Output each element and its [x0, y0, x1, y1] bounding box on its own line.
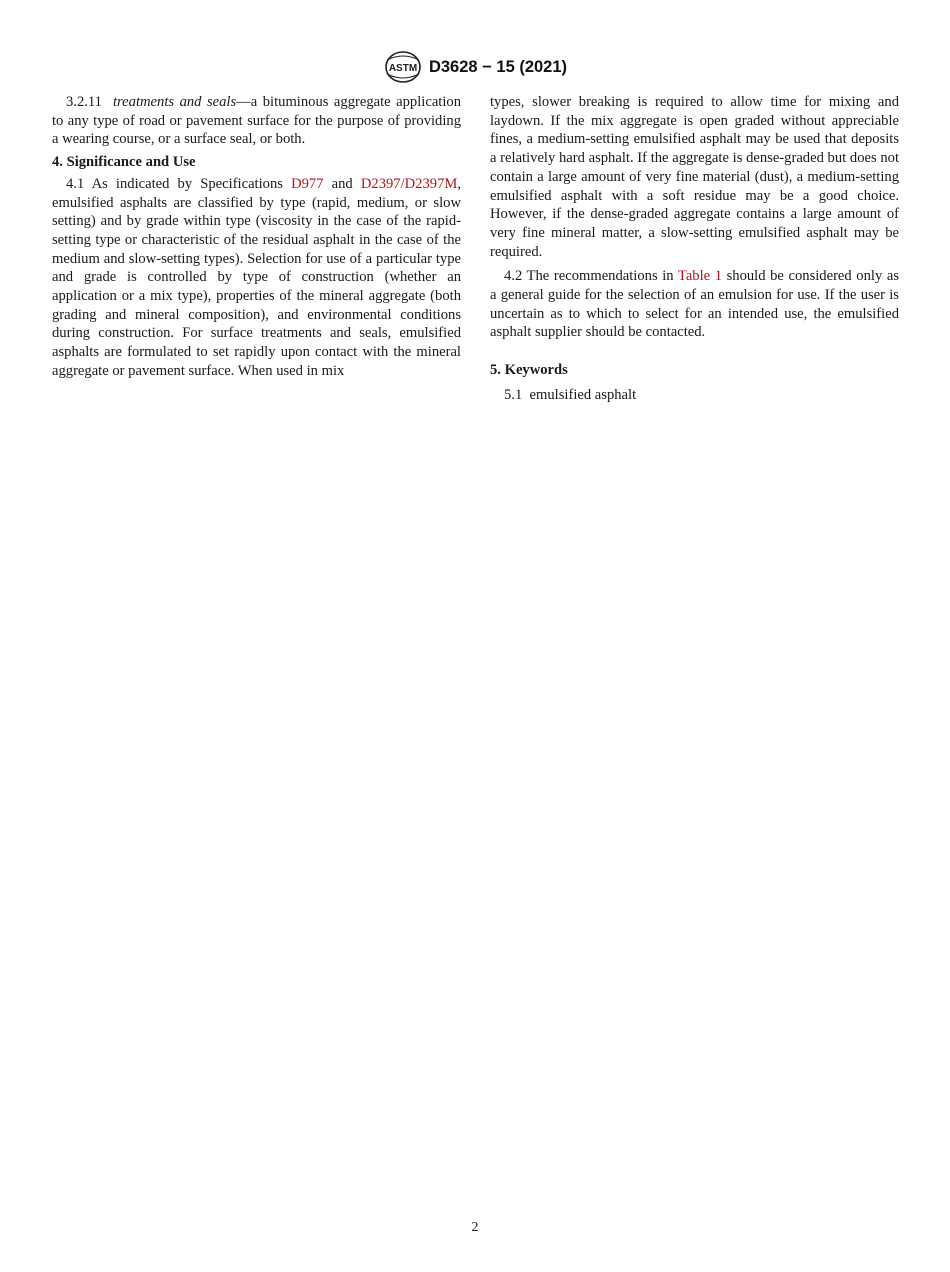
clause-number: 4.2 [504, 268, 523, 285]
section-4-heading: 4. Significance and Use [52, 154, 196, 171]
paragraph-text: , emulsified asphalts are classified by type (rapid, medium, or slow setting) and by grade within type (viscosity in the case of the rapid-setting type or characteristic of the residual asphalt in the case of the medium and slow-setting types). Selection for use of a particular type and grade is controlled by type of construction (whether an application or a mix type), properties of the mineral aggregate (both grading and mineral composition), and environmental conditions during construction. For surface treatments and seals, emulsified asphalts are formulated to set rapidly upon contact with the mineral aggregate or pavement surface. When used in mix [52, 175, 462, 379]
paragraph-text: emulsified asphalt [529, 386, 637, 403]
paragraph-4-1-continued: types, slower breaking is required to allow time for mixing and laydown. If the mix aggregate is open graded without appreciable fines, a medium-setting emulsified asphalt may be used that deposits a relatively hard asphalt. If the aggregate is dense-graded but does not contain a large amount of very fine material (dust), a medium-setting emulsified asphalt with a soft residue may be a good choice. However, if the dense-graded aggregate contains a large amount of very fine mineral matter, a slow-setting emulsified asphalt may be required. [490, 94, 899, 260]
document-designation: D3628 − 15 (2021) [428, 57, 568, 76]
section-5-heading: 5. Keywords [490, 362, 568, 379]
clause-number: 4.1 [66, 175, 85, 192]
page-header [0, 50, 950, 84]
paragraph-5-1 [490, 386, 899, 405]
astm-logo-icon [383, 50, 423, 84]
link-table-1[interactable]: Table 1 [677, 268, 723, 285]
paragraph-4-2 [490, 267, 899, 342]
paragraph-text: As indicated by Specifications [91, 175, 283, 192]
link-d2397[interactable]: D2397/D2397M [360, 175, 458, 192]
paragraph-text: The recommendations in [526, 268, 674, 285]
clause-number: 3.2.11 [66, 94, 102, 110]
defined-term: treatments and seals [112, 94, 237, 110]
svg-text:ASTM: ASTM [388, 63, 418, 74]
definition-3-2-11 [52, 93, 461, 149]
paragraph-text: should be considered only as a general guide for the selection of an emulsion for use. If the user is uncertain as to which to select for an intended use, the emulsified asphalt supplier should be contacted. [490, 268, 899, 341]
paragraph-text: and [331, 175, 353, 192]
right-column [490, 93, 899, 405]
page-number: 2 [471, 1220, 479, 1235]
paragraph-4-1 [52, 175, 461, 381]
definition-text: —a bituminous aggregate application to any type of road or pavement surface for the purpose of providing a wearing course, or a surface seal, or both. [52, 94, 461, 148]
left-column [52, 93, 461, 381]
clause-number: 5.1 [504, 386, 523, 403]
link-d977[interactable]: D977 [291, 175, 324, 192]
